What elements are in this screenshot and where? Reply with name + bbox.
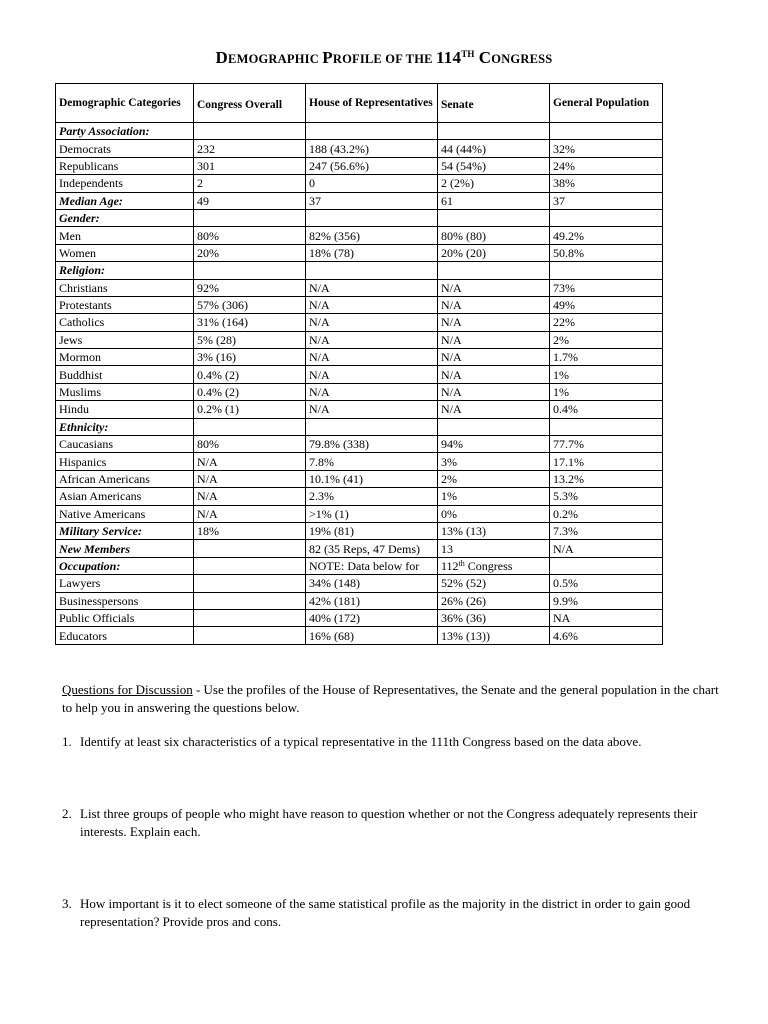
header-demographic-categories: Demographic Categories — [56, 84, 194, 123]
house-cell: N/A — [306, 314, 438, 331]
table-row — [56, 470, 663, 487]
empty-cell — [306, 418, 438, 435]
category-cell: New Members — [56, 540, 194, 557]
category-cell: Asian Americans — [56, 488, 194, 505]
senate-cell: N/A — [438, 314, 550, 331]
general-population-cell: N/A — [550, 540, 663, 557]
house-cell: 188 (43.2%) — [306, 140, 438, 157]
question-text: Identify at least six characteristics of a typical representative in the 111th Congress based on the data above. — [80, 734, 642, 749]
general-population-cell: 0.4% — [550, 401, 663, 418]
house-cell: N/A — [306, 296, 438, 313]
empty-cell — [194, 262, 306, 279]
general-population-cell: 49% — [550, 296, 663, 313]
table-row — [56, 522, 663, 539]
category-cell: Christians — [56, 279, 194, 296]
table-row — [56, 279, 663, 296]
senate-cell: 0% — [438, 505, 550, 522]
table-row — [56, 540, 663, 557]
general-population-cell: 0.5% — [550, 575, 663, 592]
question-item — [62, 895, 722, 931]
house-cell: 18% (78) — [306, 244, 438, 261]
table-row — [56, 505, 663, 522]
category-cell: Educators — [56, 627, 194, 644]
table-row — [56, 627, 663, 644]
section-row — [56, 262, 663, 279]
general-population-cell: 50.8% — [550, 244, 663, 261]
congress-overall-cell: 92% — [194, 279, 306, 296]
empty-cell — [306, 209, 438, 226]
title-initial: P — [322, 48, 333, 67]
general-population-cell: 1% — [550, 383, 663, 400]
header-congress-overall: Congress Overall — [194, 84, 306, 123]
congress-overall-cell — [194, 627, 306, 644]
congress-overall-cell: 18% — [194, 522, 306, 539]
table-row — [56, 366, 663, 383]
senate-cell: 44 (44%) — [438, 140, 550, 157]
congress-overall-cell: N/A — [194, 505, 306, 522]
empty-cell — [550, 209, 663, 226]
table-row — [56, 157, 663, 174]
note-number: 112 — [441, 558, 459, 573]
house-cell: 79.8% (338) — [306, 436, 438, 453]
house-cell: N/A — [306, 383, 438, 400]
question-item — [62, 733, 722, 751]
title-part: ONGRESS — [491, 52, 553, 66]
category-cell: Jews — [56, 331, 194, 348]
general-population-cell: NA — [550, 609, 663, 626]
table-row — [56, 244, 663, 261]
general-population-cell: 37 — [550, 192, 663, 209]
senate-cell: 20% (20) — [438, 244, 550, 261]
section-label: Occupation: — [56, 557, 194, 574]
general-population-cell: 9.9% — [550, 592, 663, 609]
senate-cell: 3% — [438, 453, 550, 470]
category-cell: Military Service: — [56, 522, 194, 539]
congress-overall-cell: N/A — [194, 453, 306, 470]
congress-overall-cell — [194, 540, 306, 557]
congress-overall-cell — [194, 557, 306, 574]
congress-overall-cell: 0.2% (1) — [194, 401, 306, 418]
header-house: House of Representatives — [306, 84, 438, 123]
table-body — [56, 84, 663, 645]
house-cell: 10.1% (41) — [306, 470, 438, 487]
category-cell: Native Americans — [56, 505, 194, 522]
congress-overall-cell: N/A — [194, 488, 306, 505]
table-row — [56, 488, 663, 505]
congress-overall-cell: 0.4% (2) — [194, 366, 306, 383]
congress-overall-cell — [194, 609, 306, 626]
question-text: How important is it to elect someone of the same statistical profile as the majority in the district in order to gain good representation? Provide pros and cons. — [80, 896, 691, 929]
congress-overall-cell: 31% (164) — [194, 314, 306, 331]
house-cell: 0 — [306, 175, 438, 192]
table-row — [56, 331, 663, 348]
congress-overall-cell: 2 — [194, 175, 306, 192]
general-population-cell: 49.2% — [550, 227, 663, 244]
congress-overall-cell: 20% — [194, 244, 306, 261]
section-label: Religion: — [56, 262, 194, 279]
questions-intro — [62, 681, 722, 717]
general-population-cell: 24% — [550, 157, 663, 174]
senate-cell: 80% (80) — [438, 227, 550, 244]
category-cell: Median Age: — [56, 192, 194, 209]
senate-cell: N/A — [438, 331, 550, 348]
section-row — [56, 123, 663, 140]
house-cell: 82% (356) — [306, 227, 438, 244]
house-cell: 19% (81) — [306, 522, 438, 539]
general-population-cell: 5.3% — [550, 488, 663, 505]
table-row — [56, 575, 663, 592]
general-population-cell: 1% — [550, 366, 663, 383]
category-cell: Buddhist — [56, 366, 194, 383]
house-cell: N/A — [306, 331, 438, 348]
section-row — [56, 557, 663, 574]
table-row — [56, 314, 663, 331]
title-initial: D — [215, 48, 229, 67]
page-title — [0, 48, 768, 68]
house-cell: NOTE: Data below for — [306, 557, 438, 574]
general-population-cell: 13.2% — [550, 470, 663, 487]
house-cell: 42% (181) — [306, 592, 438, 609]
empty-cell — [438, 262, 550, 279]
house-cell: >1% (1) — [306, 505, 438, 522]
category-cell: Republicans — [56, 157, 194, 174]
senate-cell: 52% (52) — [438, 575, 550, 592]
senate-cell: N/A — [438, 296, 550, 313]
general-population-cell: 22% — [550, 314, 663, 331]
empty-cell — [550, 123, 663, 140]
senate-cell: N/A — [438, 383, 550, 400]
senate-cell — [438, 557, 550, 574]
general-population-cell: 73% — [550, 279, 663, 296]
senate-cell: N/A — [438, 366, 550, 383]
empty-cell — [306, 123, 438, 140]
house-cell: 7.8% — [306, 453, 438, 470]
category-cell: Protestants — [56, 296, 194, 313]
house-cell: 2.3% — [306, 488, 438, 505]
section-label: Gender: — [56, 209, 194, 226]
senate-cell: 1% — [438, 488, 550, 505]
table-row — [56, 175, 663, 192]
house-cell: N/A — [306, 349, 438, 366]
congress-overall-cell: 232 — [194, 140, 306, 157]
table-row — [56, 401, 663, 418]
empty-cell — [194, 123, 306, 140]
general-population-cell: 38% — [550, 175, 663, 192]
general-population-cell — [550, 557, 663, 574]
senate-cell: N/A — [438, 279, 550, 296]
demographic-table — [55, 83, 663, 645]
general-population-cell: 77.7% — [550, 436, 663, 453]
section-label: Party Association: — [56, 123, 194, 140]
house-cell: 37 — [306, 192, 438, 209]
table-row — [56, 609, 663, 626]
table-row — [56, 436, 663, 453]
house-cell: 34% (148) — [306, 575, 438, 592]
house-cell: 16% (68) — [306, 627, 438, 644]
congress-overall-cell: 80% — [194, 227, 306, 244]
house-cell: N/A — [306, 401, 438, 418]
question-number: 3. — [62, 896, 72, 911]
category-cell: Muslims — [56, 383, 194, 400]
empty-cell — [438, 418, 550, 435]
congress-overall-cell: 5% (28) — [194, 331, 306, 348]
house-cell: 247 (56.6%) — [306, 157, 438, 174]
general-population-cell: 2% — [550, 331, 663, 348]
empty-cell — [550, 418, 663, 435]
category-cell: Democrats — [56, 140, 194, 157]
congress-overall-cell: N/A — [194, 470, 306, 487]
congress-overall-cell: 301 — [194, 157, 306, 174]
question-number: 2. — [62, 806, 72, 821]
house-cell: N/A — [306, 279, 438, 296]
senate-cell: 2% — [438, 470, 550, 487]
question-item — [62, 805, 722, 841]
questions-heading: Questions for Discussion — [62, 682, 193, 697]
senate-cell: 54 (54%) — [438, 157, 550, 174]
general-population-cell: 0.2% — [550, 505, 663, 522]
table-row — [56, 349, 663, 366]
category-cell: Businesspersons — [56, 592, 194, 609]
senate-cell: 36% (36) — [438, 609, 550, 626]
note-superscript: th — [458, 558, 465, 568]
table-row — [56, 192, 663, 209]
senate-cell: 2 (2%) — [438, 175, 550, 192]
empty-cell — [194, 209, 306, 226]
senate-cell: N/A — [438, 401, 550, 418]
congress-overall-cell: 0.4% (2) — [194, 383, 306, 400]
empty-cell — [438, 123, 550, 140]
general-population-cell: 32% — [550, 140, 663, 157]
table-row — [56, 227, 663, 244]
category-cell: Mormon — [56, 349, 194, 366]
congress-overall-cell — [194, 592, 306, 609]
empty-cell — [438, 209, 550, 226]
senate-cell: 13% (13)) — [438, 627, 550, 644]
header-senate: Senate — [438, 84, 550, 123]
general-population-cell: 1.7% — [550, 349, 663, 366]
questions-intro-text: - Use the profiles of the House of Representatives, the Senate and the general population in the chart to help you in answering the questions below. — [62, 682, 719, 715]
senate-cell: 13% (13) — [438, 522, 550, 539]
question-number: 1. — [62, 734, 72, 749]
senate-cell: 26% (26) — [438, 592, 550, 609]
empty-cell — [550, 262, 663, 279]
category-cell: Women — [56, 244, 194, 261]
table-row — [56, 296, 663, 313]
general-population-cell: 17.1% — [550, 453, 663, 470]
table-row — [56, 140, 663, 157]
house-cell: N/A — [306, 366, 438, 383]
senate-cell: 13 — [438, 540, 550, 557]
congress-overall-cell: 57% (306) — [194, 296, 306, 313]
house-cell: 40% (172) — [306, 609, 438, 626]
category-cell: African Americans — [56, 470, 194, 487]
note-text: Congress — [464, 558, 513, 573]
category-cell: Lawyers — [56, 575, 194, 592]
category-cell: Hispanics — [56, 453, 194, 470]
table-row — [56, 592, 663, 609]
category-cell: Independents — [56, 175, 194, 192]
congress-overall-cell: 80% — [194, 436, 306, 453]
section-row — [56, 209, 663, 226]
empty-cell — [306, 262, 438, 279]
category-cell: Men — [56, 227, 194, 244]
title-part: EMOGRAPHIC — [228, 52, 323, 66]
header-general-population: General Population — [550, 84, 663, 123]
category-cell: Catholics — [56, 314, 194, 331]
general-population-cell: 4.6% — [550, 627, 663, 644]
title-initial: C — [478, 48, 492, 67]
title-number: 114 — [436, 48, 462, 67]
section-row — [56, 418, 663, 435]
table-row — [56, 383, 663, 400]
empty-cell — [194, 418, 306, 435]
table-header-row — [56, 84, 663, 123]
general-population-cell: 7.3% — [550, 522, 663, 539]
senate-cell: 61 — [438, 192, 550, 209]
house-cell: 82 (35 Reps, 47 Dems) — [306, 540, 438, 557]
category-cell: Public Officials — [56, 609, 194, 626]
section-label: Ethnicity: — [56, 418, 194, 435]
congress-overall-cell: 49 — [194, 192, 306, 209]
senate-cell: 94% — [438, 436, 550, 453]
congress-overall-cell — [194, 575, 306, 592]
senate-cell: N/A — [438, 349, 550, 366]
category-cell: Caucasians — [56, 436, 194, 453]
category-cell: Hindu — [56, 401, 194, 418]
congress-overall-cell: 3% (16) — [194, 349, 306, 366]
discussion-questions — [62, 681, 722, 931]
table-row — [56, 453, 663, 470]
title-part: ROFILE OF THE — [332, 52, 437, 66]
question-text: List three groups of people who might have reason to question whether or not the Congress adequately represents their interests. Explain each. — [80, 806, 698, 839]
title-superscript: TH — [461, 49, 475, 59]
